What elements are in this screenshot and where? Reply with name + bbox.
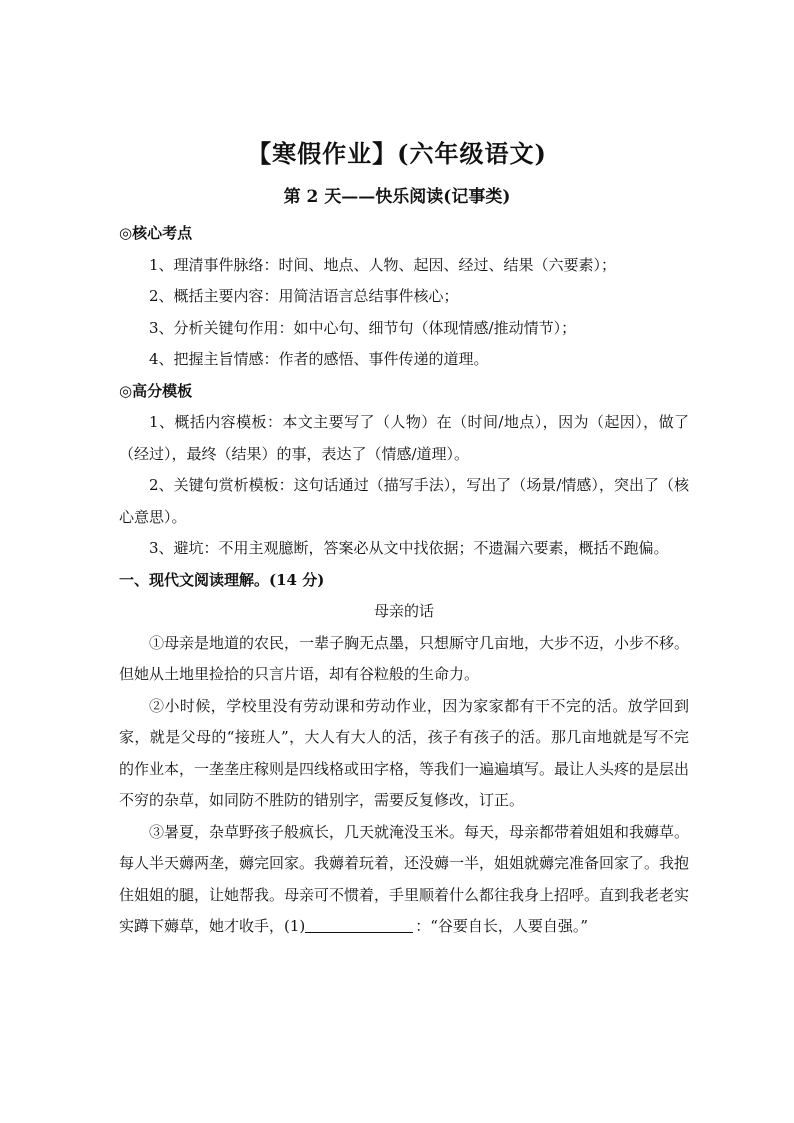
article-paragraph: ②小时候，学校里没有劳动课和劳动作业，因为家家都有干不完的活。放学回到家，就是父母的“接班人”，大人有大人的活，孩子有孩子的活。那几亩地就是写不完的作业本，一垄垄庄稼则是四线格或田字格，等我们一遍遍填写。最让人头疼的是层出不穷的杂草，如同防不胜防的错别字，需要反复修改，订正。 xyxy=(119,696,690,809)
template-item: 1、概括内容模板：本文主要写了（人物）在（时间/地点），因为（起因），做了（经过），最终（结果）的事，表达了（情感/道理）。 xyxy=(119,413,689,463)
core-point-item: 2、概括主要内容：用简洁语言总结事件核心； xyxy=(149,287,459,305)
blank-number: (1) xyxy=(284,917,306,935)
page-title: 【寒假作业】(六年级语文) xyxy=(247,139,547,168)
core-point-item: 1、理清事件脉络：时间、地点、人物、起因、经过、结果（六要素）； xyxy=(149,255,617,274)
reading-section-heading: 一、现代文阅读理解。(14 分) xyxy=(119,570,325,589)
page-subtitle: 第 2 天——快乐阅读(记事类) xyxy=(283,187,511,207)
article-title: 母亲的话 xyxy=(373,602,434,620)
template-item: 2、关键句赏析模板：这句话通过（描写手法），写出了（场景/情感），突出了（核心意思）。 xyxy=(119,476,689,526)
document-body xyxy=(119,218,689,943)
core-point-item: 3、分析关键句作用：如中心句、细节句（体现情感/推动情节）； xyxy=(149,318,577,337)
core-point-item: 4、把握主旨情感：作者的感悟、事件传递的道理。 xyxy=(149,350,489,368)
templates-heading: ◎高分模板 xyxy=(119,381,193,400)
paragraph-text: ：“谷要自长，人要自强。” xyxy=(415,917,589,935)
answer-blank[interactable] xyxy=(305,916,413,933)
article-paragraph: ①母亲是地道的农民，一辈子胸无点墨，只想厮守几亩地，大步不迈，小步不移。但她从土地里捡拾的只言片语，却有谷粒般的生命力。 xyxy=(119,633,690,683)
paragraph-text: ③暑夏，杂草野孩子般疯长，几天就淹没玉米。每天，母亲都带着姐姐和我薅草。每人半天薅两垄，薅完回家。我薅着玩着，还没薅一半，姐姐就薅完准备回家了。我抱住姐姐的腿，让她帮我。母亲可不惯着，手里顺着什么都往我身上招呼。直到我老老实实蹲下薅草，她才收手， xyxy=(119,822,690,935)
article-paragraph xyxy=(119,817,689,943)
template-item: 3、避坑：不用主观臆断，答案必从文中找依据；不遗漏六要素，概括不跑偏。 xyxy=(149,539,669,557)
core-points-heading: ◎核心考点 xyxy=(119,224,193,242)
